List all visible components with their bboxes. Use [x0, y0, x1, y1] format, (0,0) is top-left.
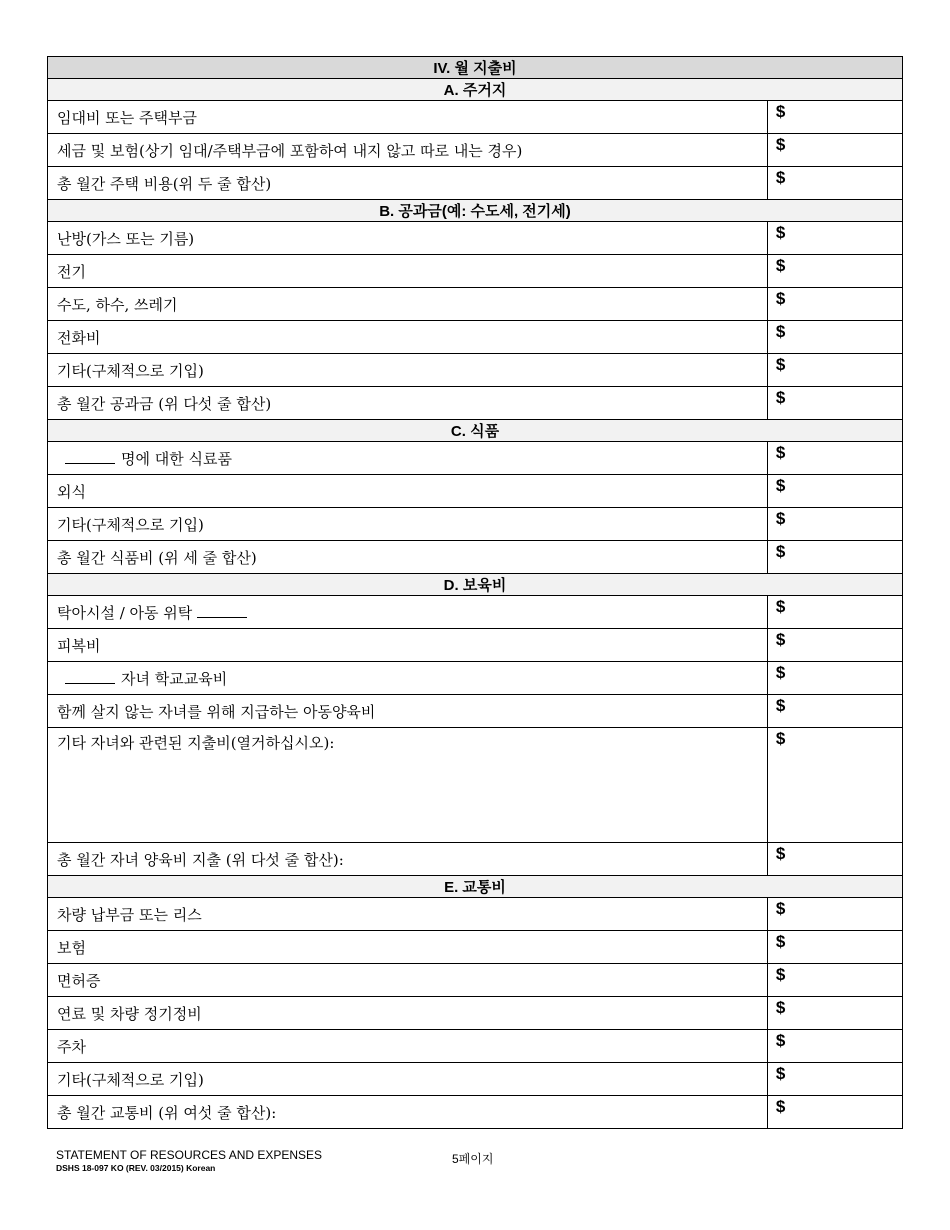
- section-header-utilities: [48, 200, 903, 222]
- row-label: 기타(구체적으로 기입): [48, 354, 768, 387]
- row-label: [48, 596, 768, 629]
- amount-field[interactable]: [767, 134, 902, 167]
- row-label: 연료 및 차량 정기정비: [48, 997, 768, 1030]
- dollar-sign: $: [775, 696, 786, 715]
- amount-field[interactable]: [767, 288, 902, 321]
- dollar-sign: $: [775, 256, 786, 275]
- dollar-sign: $: [775, 1064, 786, 1083]
- row-label: 전기: [48, 255, 768, 288]
- row-label: 주차: [48, 1030, 768, 1063]
- table-row: [48, 167, 903, 200]
- section-title: D. 보육비: [48, 574, 903, 596]
- row-label: 임대비 또는 주택부금: [48, 101, 768, 134]
- table-row: [48, 387, 903, 420]
- row-label: 보험: [48, 931, 768, 964]
- dollar-sign: $: [775, 168, 786, 187]
- amount-field[interactable]: [767, 321, 902, 354]
- table-row: [48, 475, 903, 508]
- row-label: 차량 납부금 또는 리스: [48, 898, 768, 931]
- row-label: 기타(구체적으로 기입): [48, 1063, 768, 1096]
- section-title: B. 공과금(예: 수도세, 전기세): [48, 200, 903, 222]
- amount-field[interactable]: [767, 475, 902, 508]
- amount-field[interactable]: [767, 508, 902, 541]
- section-header-housing: [48, 79, 903, 101]
- row-label: 전화비: [48, 321, 768, 354]
- row-label-text: 탁아시설 / 아동 위탁: [57, 603, 193, 622]
- dollar-sign: $: [775, 965, 786, 984]
- table-row: [48, 255, 903, 288]
- dollar-sign: $: [775, 899, 786, 918]
- table-row: [48, 101, 903, 134]
- dollar-sign: $: [775, 223, 786, 242]
- amount-field[interactable]: [767, 997, 902, 1030]
- amount-field[interactable]: [767, 662, 902, 695]
- table-row: [48, 997, 903, 1030]
- section-title: A. 주거지: [48, 79, 903, 101]
- table-row: [48, 695, 903, 728]
- table-row: [48, 629, 903, 662]
- section-title: E. 교통비: [48, 876, 903, 898]
- amount-field[interactable]: [767, 442, 902, 475]
- table-row: [48, 1030, 903, 1063]
- section-header-transportation: [48, 876, 903, 898]
- row-label: 세금 및 보험(상기 임대/주택부금에 포함하여 내지 않고 따로 내는 경우): [48, 134, 768, 167]
- section-header-childcare: [48, 574, 903, 596]
- table-row: [48, 931, 903, 964]
- footer-form-code: DSHS 18-097 KO (REV. 03/2015) Korean: [56, 1163, 216, 1173]
- form-title: IV. 월 지출비: [48, 57, 903, 79]
- row-label: 총 월간 주택 비용(위 두 줄 합산): [48, 167, 768, 200]
- amount-field[interactable]: [767, 596, 902, 629]
- table-row: [48, 728, 903, 843]
- table-row: [48, 843, 903, 876]
- dollar-sign: $: [775, 355, 786, 374]
- dollar-sign: $: [775, 932, 786, 951]
- table-row: [48, 1063, 903, 1096]
- table-row: [48, 508, 903, 541]
- amount-field[interactable]: [767, 354, 902, 387]
- table-row: [48, 222, 903, 255]
- dollar-sign: $: [775, 729, 786, 748]
- dollar-sign: $: [775, 844, 786, 863]
- row-label: [48, 442, 768, 475]
- amount-field[interactable]: [767, 167, 902, 200]
- amount-field[interactable]: [767, 1063, 902, 1096]
- row-label: 총 월간 자녀 양육비 지출 (위 다섯 줄 합산):: [48, 843, 768, 876]
- amount-field[interactable]: [767, 931, 902, 964]
- dollar-sign: $: [775, 998, 786, 1017]
- row-label: 총 월간 교통비 (위 여섯 줄 합산):: [48, 1096, 768, 1129]
- dollar-sign: $: [775, 289, 786, 308]
- amount-field[interactable]: [767, 964, 902, 997]
- section-title: C. 식품: [48, 420, 903, 442]
- dollar-sign: $: [775, 542, 786, 561]
- footer-page-number: 5페이지: [452, 1152, 494, 1166]
- table-row: [48, 541, 903, 574]
- section-header-food: [48, 420, 903, 442]
- amount-field[interactable]: [767, 695, 902, 728]
- monthly-expenses-table: [47, 56, 903, 1129]
- row-label: 함께 살지 않는 자녀를 위해 지급하는 아동양육비: [48, 695, 768, 728]
- dollar-sign: $: [775, 135, 786, 154]
- amount-field[interactable]: [767, 541, 902, 574]
- amount-field[interactable]: [767, 898, 902, 931]
- footer-form-title: STATEMENT OF RESOURCES AND EXPENSES: [56, 1148, 323, 1162]
- row-label-text: 자녀 학교교육비: [121, 669, 228, 688]
- children-count-blank[interactable]: [65, 669, 115, 684]
- row-label: 면허증: [48, 964, 768, 997]
- table-row: [48, 321, 903, 354]
- dollar-sign: $: [775, 509, 786, 528]
- row-label: 기타 자녀와 관련된 지출비(열거하십시오):: [48, 728, 768, 843]
- row-label: 수도, 하수, 쓰레기: [48, 288, 768, 321]
- dollar-sign: $: [775, 663, 786, 682]
- person-count-blank[interactable]: [65, 449, 115, 464]
- table-row: [48, 288, 903, 321]
- row-label: 총 월간 공과금 (위 다섯 줄 합산): [48, 387, 768, 420]
- row-label-text: 명에 대한 식료품: [121, 449, 232, 468]
- row-label: 외식: [48, 475, 768, 508]
- dollar-sign: $: [775, 1031, 786, 1050]
- amount-field[interactable]: [767, 101, 902, 134]
- row-label: 총 월간 식품비 (위 세 줄 합산): [48, 541, 768, 574]
- dollar-sign: $: [775, 443, 786, 462]
- amount-field[interactable]: [767, 222, 902, 255]
- amount-field[interactable]: [767, 1030, 902, 1063]
- row-label: 피복비: [48, 629, 768, 662]
- amount-field[interactable]: [767, 843, 902, 876]
- dollar-sign: $: [775, 322, 786, 341]
- dollar-sign: $: [775, 630, 786, 649]
- table-row: [48, 1096, 903, 1129]
- dollar-sign: $: [775, 388, 786, 407]
- row-label: 난방(가스 또는 기름): [48, 222, 768, 255]
- table-row: [48, 134, 903, 167]
- dollar-sign: $: [775, 476, 786, 495]
- amount-field[interactable]: [767, 629, 902, 662]
- amount-field[interactable]: [767, 387, 902, 420]
- row-label: 기타(구체적으로 기입): [48, 508, 768, 541]
- amount-field[interactable]: [767, 1096, 902, 1129]
- table-row: [48, 964, 903, 997]
- dollar-sign: $: [775, 102, 786, 121]
- amount-field[interactable]: [767, 728, 902, 843]
- table-row: [48, 662, 903, 695]
- dollar-sign: $: [775, 597, 786, 616]
- table-row: [48, 354, 903, 387]
- dollar-sign: $: [775, 1097, 786, 1116]
- amount-field[interactable]: [767, 255, 902, 288]
- table-row: [48, 596, 903, 629]
- table-row: [48, 898, 903, 931]
- table-row: [48, 442, 903, 475]
- form-title-row: [48, 57, 903, 79]
- childcare-blank[interactable]: [197, 603, 247, 618]
- row-label: [48, 662, 768, 695]
